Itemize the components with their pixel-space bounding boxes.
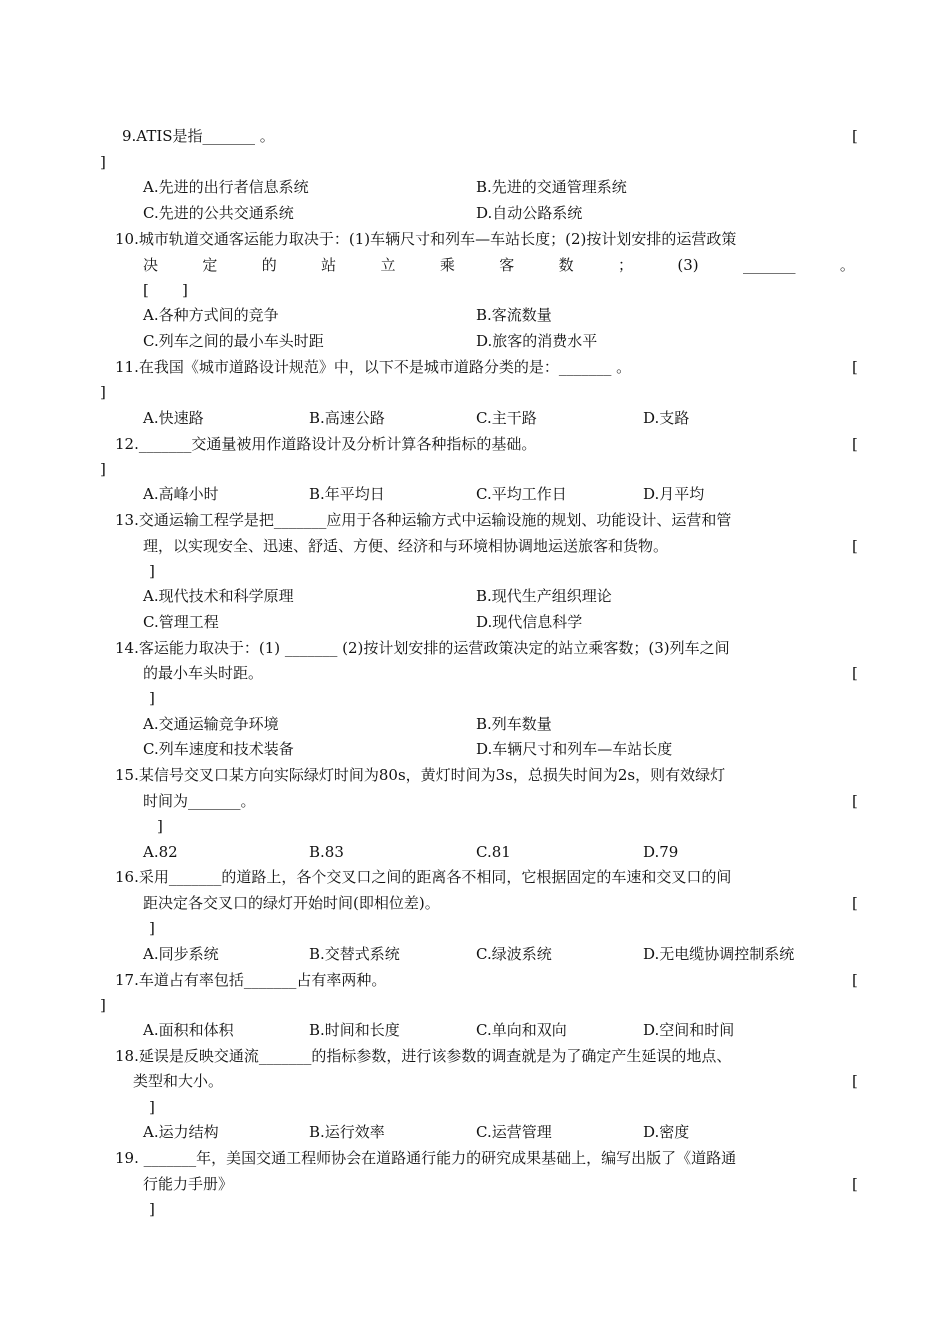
stem-word: 站 [321, 256, 337, 274]
option-c: C.主干路 [476, 409, 537, 427]
option-a: A.82 [143, 843, 178, 861]
answer-bracket-close: ] [149, 1200, 155, 1218]
option-d: D.车辆尺寸和列车—车站长度 [476, 740, 673, 758]
option-a: A.现代技术和科学原理 [143, 587, 294, 605]
option-a: A.各种方式间的竞争 [143, 306, 279, 324]
option-b: B.83 [309, 843, 344, 861]
answer-bracket-close: ] [149, 689, 155, 707]
question-13-stem: 13.交通运输工程学是把_______应用于各种运输方式中运输设施的规划、功能设计、运营和管 [115, 511, 732, 529]
question-17-stem: 17.车道占有率包括_______占有率两种。 [115, 971, 387, 989]
stem-word: 数 [558, 256, 574, 274]
stem-word: 乘 [439, 256, 455, 274]
option-d: D.自动公路系统 [476, 204, 583, 222]
answer-bracket-close: ] [100, 153, 106, 171]
option-b: B.交替式系统 [309, 945, 400, 963]
option-a: A.运力结构 [143, 1123, 219, 1141]
answer-bracket-close: ] [149, 562, 155, 580]
question-19-stem: 19. _______年，美国交通工程师协会在道路通行能力的研究成果基础上，编写出版了《道路通 [115, 1149, 737, 1167]
option-d: D.密度 [643, 1123, 690, 1141]
option-b: B.客流数量 [476, 306, 552, 324]
stem-word: 定 [202, 256, 218, 274]
option-b: B.高速公路 [309, 409, 385, 427]
option-d: D.现代信息科学 [476, 613, 583, 631]
answer-bracket-close: ] [149, 919, 155, 937]
question-14-stem-line2: 的最小车头时距。 [143, 664, 264, 682]
answer-bracket-open: [ [852, 1175, 858, 1193]
stem-word: 。 [839, 256, 855, 274]
answer-bracket-close: ] [100, 383, 106, 401]
stem-word: 客 [499, 256, 515, 274]
stem-word: ； [618, 256, 634, 274]
question-16-stem: 16.采用_______的道路上，各个交叉口之间的距离各不相同，它根据固定的车速和交叉口的间 [115, 868, 732, 886]
question-19-stem-line2: 行能力手册》 [143, 1175, 234, 1193]
question-10-stem-line2 [143, 255, 855, 275]
answer-bracket-open: [ [852, 971, 858, 989]
option-c: C.单向和双向 [476, 1021, 567, 1039]
answer-bracket-open: [ [852, 127, 858, 145]
stem-word: 的 [261, 256, 277, 274]
question-18-stem: 18.延误是反映交通流_______的指标参数，进行该参数的调查就是为了确定产生延误的地点、 [115, 1047, 732, 1065]
option-c: C.先进的公共交通系统 [143, 204, 294, 222]
option-a: A.同步系统 [143, 945, 219, 963]
question-11-stem: 11.在我国《城市道路设计规范》中，以下不是城市道路分类的是：_______ 。 [115, 358, 632, 376]
option-d: D.无电缆协调控制系统 [643, 945, 795, 963]
stem-word: _______ [742, 256, 796, 274]
question-15-stem-line2: 时间为_______。 [143, 792, 256, 810]
question-10-stem: 10.城市轨道交通客运能力取决于：(1)车辆尺寸和列车—车站长度；(2)按计划安排的运营政策 [115, 230, 737, 248]
answer-bracket-close: ] [100, 996, 106, 1014]
option-d: D.79 [643, 843, 679, 861]
option-d: D.空间和时间 [643, 1021, 735, 1039]
option-a: A.交通运输竞争环境 [143, 715, 279, 733]
answer-bracket-open: [ [852, 435, 858, 453]
option-a: A.先进的出行者信息系统 [143, 178, 309, 196]
option-c: C.平均工作日 [476, 485, 567, 503]
option-b: B.年平均日 [309, 485, 385, 503]
question-15-stem: 15.某信号交叉口某方向实际绿灯时间为80s，黄灯时间为3s，总损失时间为2s，则有效绿灯 [115, 766, 726, 784]
stem-word: 立 [380, 256, 396, 274]
answer-bracket-open: [ [852, 664, 858, 682]
option-a: A.快速路 [143, 409, 204, 427]
option-c: C.绿波系统 [476, 945, 552, 963]
option-c: C.管理工程 [143, 613, 219, 631]
answer-bracket-close: ] [182, 281, 188, 299]
option-c: C.81 [476, 843, 511, 861]
question-16-stem-line2: 距决定各交叉口的绿灯开始时间(即相位差)。 [143, 894, 440, 912]
option-c: C.列车速度和技术装备 [143, 740, 294, 758]
option-a: A.面积和体积 [143, 1021, 234, 1039]
answer-bracket-close: ] [149, 1098, 155, 1116]
answer-bracket-open: [ [852, 1072, 858, 1090]
option-b: B.现代生产组织理论 [476, 587, 612, 605]
option-d: D.月平均 [643, 485, 705, 503]
option-d: D.支路 [643, 409, 690, 427]
option-c: C.运营管理 [476, 1123, 552, 1141]
answer-bracket-close: ] [100, 460, 106, 478]
option-d: D.旅客的消费水平 [476, 332, 598, 350]
option-a: A.高峰小时 [143, 485, 219, 503]
stem-word: (3) [677, 256, 699, 274]
question-14-stem: 14.客运能力取决于：(1) _______ (2)按计划安排的运营政策决定的站立乘客数；(3)列车之间 [115, 639, 730, 657]
option-c: C.列车之间的最小车头时距 [143, 332, 324, 350]
answer-bracket-open: [ [852, 792, 858, 810]
option-b: B.运行效率 [309, 1123, 385, 1141]
question-9-stem: 9.ATIS是指_______ 。 [122, 127, 275, 145]
answer-bracket-open: [ [852, 358, 858, 376]
option-b: B.时间和长度 [309, 1021, 400, 1039]
answer-bracket-open: [ [852, 894, 858, 912]
answer-bracket-open: [ [143, 281, 149, 299]
question-12-stem: 12._______交通量被用作道路设计及分析计算各种指标的基础。 [115, 435, 537, 453]
option-b: B.列车数量 [476, 715, 552, 733]
question-13-stem-line2: 理，以实现安全、迅速、舒适、方便、经济和与环境相协调地运送旅客和货物。 [143, 537, 669, 555]
stem-word: 决 [143, 256, 159, 274]
option-b: B.先进的交通管理系统 [476, 178, 627, 196]
question-18-stem-line2: 类型和大小。 [133, 1072, 224, 1090]
answer-bracket-open: [ [852, 537, 858, 555]
answer-bracket-close: ] [157, 817, 163, 835]
